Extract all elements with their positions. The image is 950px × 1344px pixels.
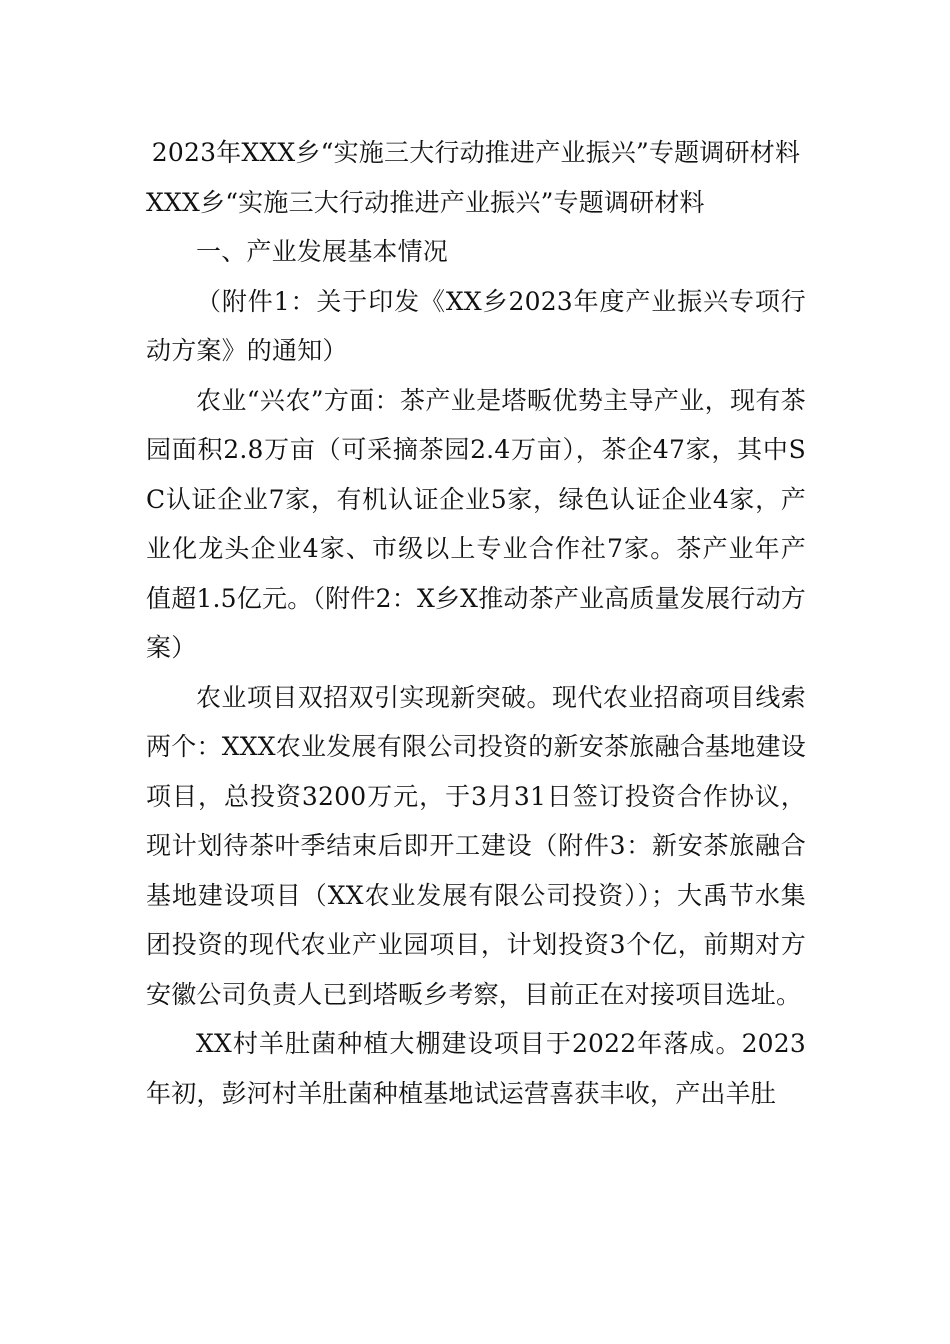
- document-subtitle: XXX乡“实施三大行动推进产业振兴”专题调研材料: [146, 187, 705, 217]
- paragraph-investment-projects: 农业项目双招双引实现新突破。现代农业招商项目线索两个：XXX农业发展有限公司投资的新安茶旅融合基地建设项目，总投资3200万元，于3月31日签订投资合作协议，现计划待茶叶季结束后即开工建设（附件3：新安茶旅融合基地建设项目（XX农业发展有限公司投资））；大禹节水集团投资的现代农业产业园项目，计划投资3个亿，前期对方安徽公司负责人已到塔畈乡考察，目前正在对接项目选址。: [146, 682, 806, 1009]
- document-title: 2023年XXX乡“实施三大行动推进产业振兴”专题调研材料: [151, 138, 801, 167]
- document-body: [146, 128, 806, 1118]
- paragraph-morel-project: XX村羊肚菌种植大棚建设项目于2022年落成。2023年初，彭河村羊肚菌种植基地试运营喜获丰收，产出羊肚: [146, 1029, 806, 1108]
- paragraph-attachment-1: （附件1：关于印发《XX乡2023年度产业振兴专项行动方案》的通知）: [146, 286, 806, 365]
- section-heading: 一、产业发展基本情况: [196, 237, 449, 266]
- paragraph-agriculture: 农业“兴农”方面：茶产业是塔畈优势主导产业，现有茶园面积2.8万亩（可采摘茶园2.4万亩），茶企47家，其中SC认证企业7家，有机认证企业5家，绿色认证企业4家，产业化龙头企业4家、市级以上专业合作社7家。茶产业年产值超1.5亿元。（附件2：X乡X推动茶产业高质量发展行动方案）: [146, 385, 806, 662]
